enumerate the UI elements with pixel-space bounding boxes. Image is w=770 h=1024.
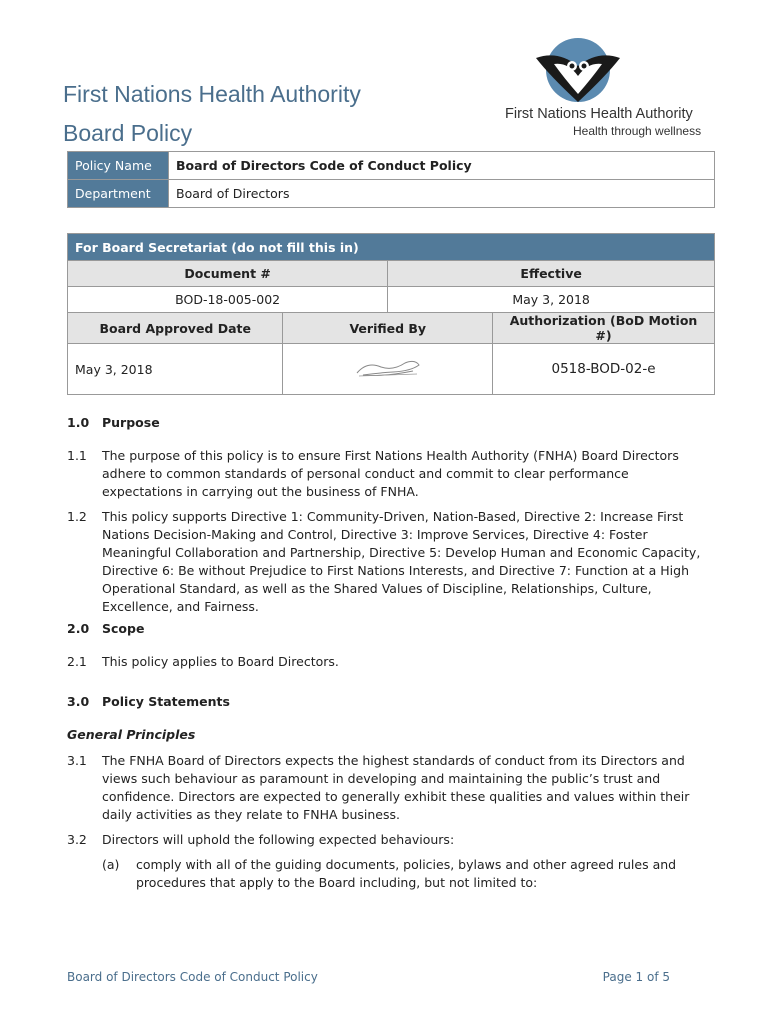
footer-page-number: Page 1 of 5	[602, 970, 670, 984]
section-1-number: 1.0	[67, 415, 90, 430]
para-3-2-text: Directors will uphold the following expected behaviours:	[102, 832, 455, 847]
department-value: Board of Directors	[169, 180, 715, 208]
para-a-number: (a)	[102, 857, 120, 872]
para-2-1-text: This policy applies to Board Directors.	[102, 654, 339, 669]
para-a-text: comply with all of the guiding documents, policies, bylaws and other agreed rules and procedures that apply to the Board including, but not limited to:	[136, 857, 677, 890]
general-principles-heading: General Principles	[67, 727, 196, 742]
authorization-label: Authorization (BoD Motion #)	[493, 313, 715, 344]
effective-label: Effective	[388, 261, 715, 287]
approved-date-label: Board Approved Date	[68, 313, 283, 344]
verified-by-label: Verified By	[283, 313, 493, 344]
verified-by-signature	[283, 344, 493, 395]
authorization-value: 0518-BOD-02-e	[493, 344, 715, 395]
para-3-1-text: The FNHA Board of Directors expects the highest standards of conduct from its Directors and views such behaviour as paramount in developing and maintaining the public’s trust and confidence. Directors are expected to generally exhibit these qualities and values within their daily activities as they relate to FNHA business.	[102, 753, 690, 822]
para-3-2-number: 3.2	[67, 832, 87, 847]
approved-date-value: May 3, 2018	[68, 344, 283, 395]
department-label: Department	[68, 180, 169, 208]
fnha-logo-icon	[528, 36, 628, 104]
para-1-2-number: 1.2	[67, 509, 87, 524]
section-3-number: 3.0	[67, 694, 90, 709]
signature-icon	[353, 357, 423, 379]
effective-value: May 3, 2018	[388, 287, 715, 313]
para-3-1-number: 3.1	[67, 753, 87, 768]
logo-tagline: Health through wellness	[573, 124, 702, 138]
section-3-heading: Policy Statements	[102, 694, 230, 709]
logo-name: First Nations Health Authority	[505, 106, 693, 122]
section-1-heading: Purpose	[102, 415, 160, 430]
page-title: First Nations Health Authority	[63, 81, 361, 107]
para-1-1-number: 1.1	[67, 448, 87, 463]
para-1-1-text: The purpose of this policy is to ensure First Nations Health Authority (FNHA) Board Directors adhere to common standards of personal conduct and commit to clear performance expectations in carrying out the business of FNHA.	[102, 448, 679, 499]
policy-info-table	[67, 151, 715, 208]
document-label: Document #	[68, 261, 388, 287]
para-2-1-number: 2.1	[67, 654, 87, 669]
secretariat-table	[67, 233, 715, 395]
section-2-number: 2.0	[67, 621, 90, 636]
para-1-2-text: This policy supports Directive 1: Community-Driven, Nation-Based, Directive 2: Increase First Nations Decision-Making and Control, Directive 3: Improve Services, Directive 4: Foster Meaningful Collaboration and Partnership, Directive 5: Develop Human and Economic Capacity, Directive 6: Be without Prejudice to First Nations Interests, and Directive 7: Function at a High Operational Standard, as well as the Shared Values of Discipline, Relationships, Culture, Excellence, and Fairness.	[102, 509, 701, 614]
policy-name-label: Policy Name	[68, 152, 169, 180]
section-2-heading: Scope	[102, 621, 145, 636]
footer-document-title: Board of Directors Code of Conduct Policy	[67, 970, 318, 984]
page-subtitle: Board Policy	[63, 120, 193, 146]
policy-name-value: Board of Directors Code of Conduct Policy	[169, 152, 715, 180]
document-value: BOD-18-005-002	[68, 287, 388, 313]
secretariat-header: For Board Secretariat (do not fill this in)	[68, 234, 715, 261]
